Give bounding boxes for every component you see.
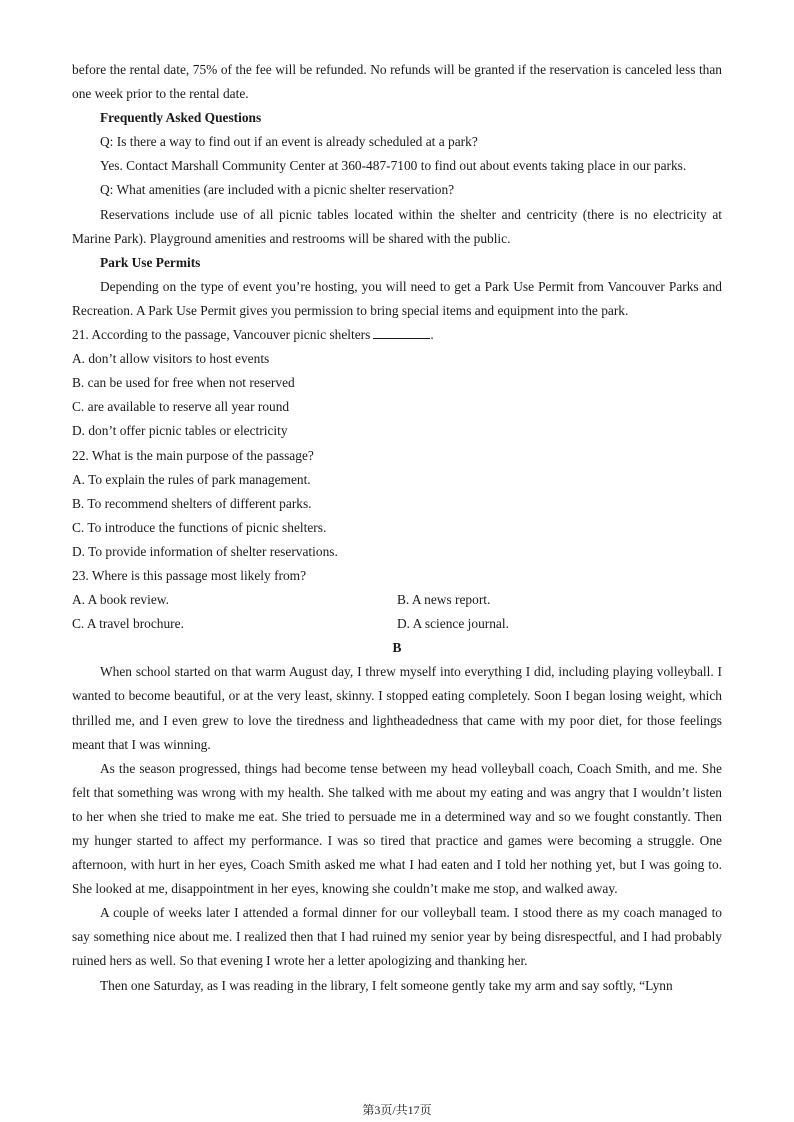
q23-option-d: D. A science journal. <box>397 616 509 632</box>
q22-option-a: A. To explain the rules of park management. <box>72 471 311 487</box>
permits-heading: Park Use Permits <box>100 254 201 270</box>
faq-answer-1: Yes. Contact Marshall Community Center at 360-487-7100 to find out about events taking place in our parks. <box>100 158 687 174</box>
q23-options-row-1 <box>72 588 722 612</box>
passage-b-paragraph-4: Then one Saturday, as I was reading in the library, I felt someone gently take my arm and say softly, “Lynn <box>100 977 673 993</box>
q21-option-c: C. are available to reserve all year round <box>72 399 290 415</box>
q21-option-d: D. don’t offer picnic tables or electricity <box>72 423 288 439</box>
faq-question-2: Q: What amenities (are included with a picnic shelter reservation? <box>100 182 455 198</box>
question-23-stem: 23. Where is this passage most likely from? <box>72 567 307 583</box>
refund-paragraph: before the rental date, 75% of the fee will be refunded. No refunds will be granted if the reservation is canceled less than one week prior to the rental date. <box>72 62 722 102</box>
faq-question-1: Q: Is there a way to find out if an event is already scheduled at a park? <box>100 134 478 150</box>
q22-option-d: D. To provide information of shelter reservations. <box>72 543 338 559</box>
page-number-footer: 第3页/共17页 <box>362 1103 432 1117</box>
document-page <box>72 58 722 998</box>
faq-answer-2: Reservations include use of all picnic tables located within the shelter and centricity (there is no electricity at Marine Park). Playground amenities and restrooms will be shared with the public. <box>72 206 722 246</box>
q22-option-b: B. To recommend shelters of different parks. <box>72 495 312 511</box>
question-21-text: 21. According to the passage, Vancouver picnic shelters <box>72 327 371 343</box>
q22-option-c: C. To introduce the functions of picnic shelters. <box>72 519 327 535</box>
question-21-end: . <box>430 327 434 343</box>
q21-option-a: A. don’t allow visitors to host events <box>72 351 270 367</box>
q23-option-c: C. A travel brochure. <box>72 616 184 632</box>
question-21-stem <box>72 323 722 347</box>
question-22-stem: 22. What is the main purpose of the passage? <box>72 447 314 463</box>
passage-b-paragraph-2: As the season progressed, things had become tense between my head volleyball coach, Coach Smith, and me. She felt that something was wrong with my health. She talked with me about my eating and was angry that I wouldn’t listen to her when she tried to make me eat. She tried to persuade me in a determined way and so we fought constantly. Then my hunger started to affect my performance. I was so tired that practice and games were becoming a struggle. One afternoon, with hurt in her eyes, Coach Smith asked me what I had eaten and I told her nothing yet, but I was going to. She looked at me, disappointment in her eyes, knowing she couldn’t make me stop, and walked away. <box>72 760 722 897</box>
q23-options-row-2 <box>72 612 722 636</box>
passage-b-paragraph-1: When school started on that warm August day, I threw myself into everything I did, including playing volleyball. I wanted to become beautiful, or at the very least, skinny. I stopped eating completely. Soon I began losing weight, which thrilled me, and I even grew to love the tiredness and lightheadedness that came with my poor diet, for those feelings meant that I was winning. <box>72 664 722 752</box>
q21-option-b: B. can be used for free when not reserved <box>72 375 295 391</box>
passage-b-paragraph-3: A couple of weeks later I attended a formal dinner for our volleyball team. I stood there as my coach managed to say something nice about me. I realized then that I had ruined my senior year by being disrespectful, and I had probably ruined hers as well. So that evening I wrote her a letter apologizing and thanking her. <box>72 905 722 969</box>
section-b-heading: B <box>392 640 402 656</box>
permits-paragraph: Depending on the type of event you’re hosting, you will need to get a Park Use Permit from Vancouver Parks and Recreation. A Park Use Permit gives you permission to bring special items and equipment into the park. <box>72 278 722 318</box>
answer-blank <box>373 324 430 339</box>
faq-heading: Frequently Asked Questions <box>100 110 262 126</box>
q23-option-b: B. A news report. <box>397 592 491 608</box>
q23-option-a: A. A book review. <box>72 592 169 608</box>
